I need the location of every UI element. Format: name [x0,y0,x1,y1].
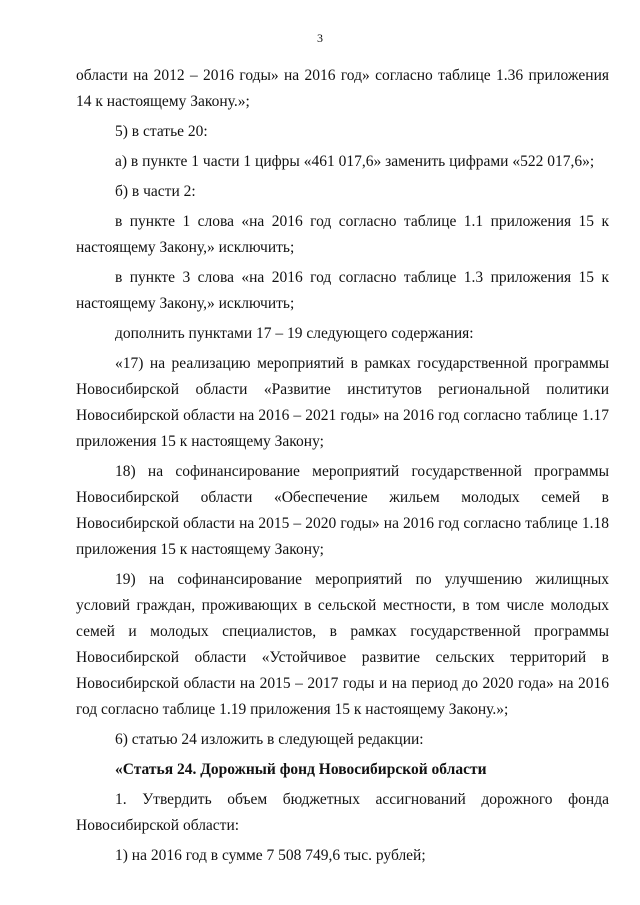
paragraph-item-6: 6) статью 24 изложить в следующей редакции: [115,731,424,748]
paragraph-item-5b: б) в части 2: [115,183,196,200]
paragraph-item-5a: а) в пункте 1 части 1 цифры «461 017,6» заменить цифрами «522 017,6»; [115,153,595,170]
page-number: 3 [317,31,323,45]
paragraph-point-1: в пункте 1 слова «на 2016 год согласно таблице 1.1 приложения 15 к настоящему Закону,» исключить; [76,213,609,256]
paragraph-continuation: области на 2012 – 2016 годы» на 2016 год» согласно таблице 1.36 приложения 14 к настоящему Закону.»; [76,67,609,110]
paragraph-item-5: 5) в статье 20: [115,123,208,140]
paragraph-article-24-point-1: 1) на 2016 год в сумме 7 508 749,6 тыс. рублей; [115,847,426,864]
article-24-heading: «Статья 24. Дорожный фонд Новосибирской области [115,761,487,778]
paragraph-article-24-part-1: 1. Утвердить объем бюджетных ассигнований дорожного фонда Новосибирской области: [76,791,609,834]
paragraph-add-points: дополнить пунктами 17 – 19 следующего содержания: [115,325,474,342]
paragraph-point-18: 18) на софинансирование мероприятий государственной программы Новосибирской области «Обеспечение жильем молодых семей в Новосибирской области на 2015 – 2020 годы» на 2016 год согласно таблице 1.18 приложения 15 к настоящему Закону; [76,463,609,558]
document-body [76,63,609,873]
paragraph-point-19: 19) на софинансирование мероприятий по улучшению жилищных условий граждан, проживающих в сельской местности, в том числе молодых семей и молодых специалистов, в рамках государственной программы Новосибирской области «Устойчивое развитие сельских территорий в Новосибирской области на 2015 – 2017 годы и на период до 2020 года» на 2016 год согласно таблице 1.19 приложения 15 к настоящему Закону.»; [76,571,609,718]
paragraph-point-17: «17) на реализацию мероприятий в рамках государственной программы Новосибирской области «Развитие институтов региональной политики Новосибирской области на 2016 – 2021 годы» на 2016 год согласно таблице 1.17 приложения 15 к настоящему Закону; [76,355,609,450]
paragraph-point-3: в пункте 3 слова «на 2016 год согласно таблице 1.3 приложения 15 к настоящему Закону,» исключить; [76,269,609,312]
